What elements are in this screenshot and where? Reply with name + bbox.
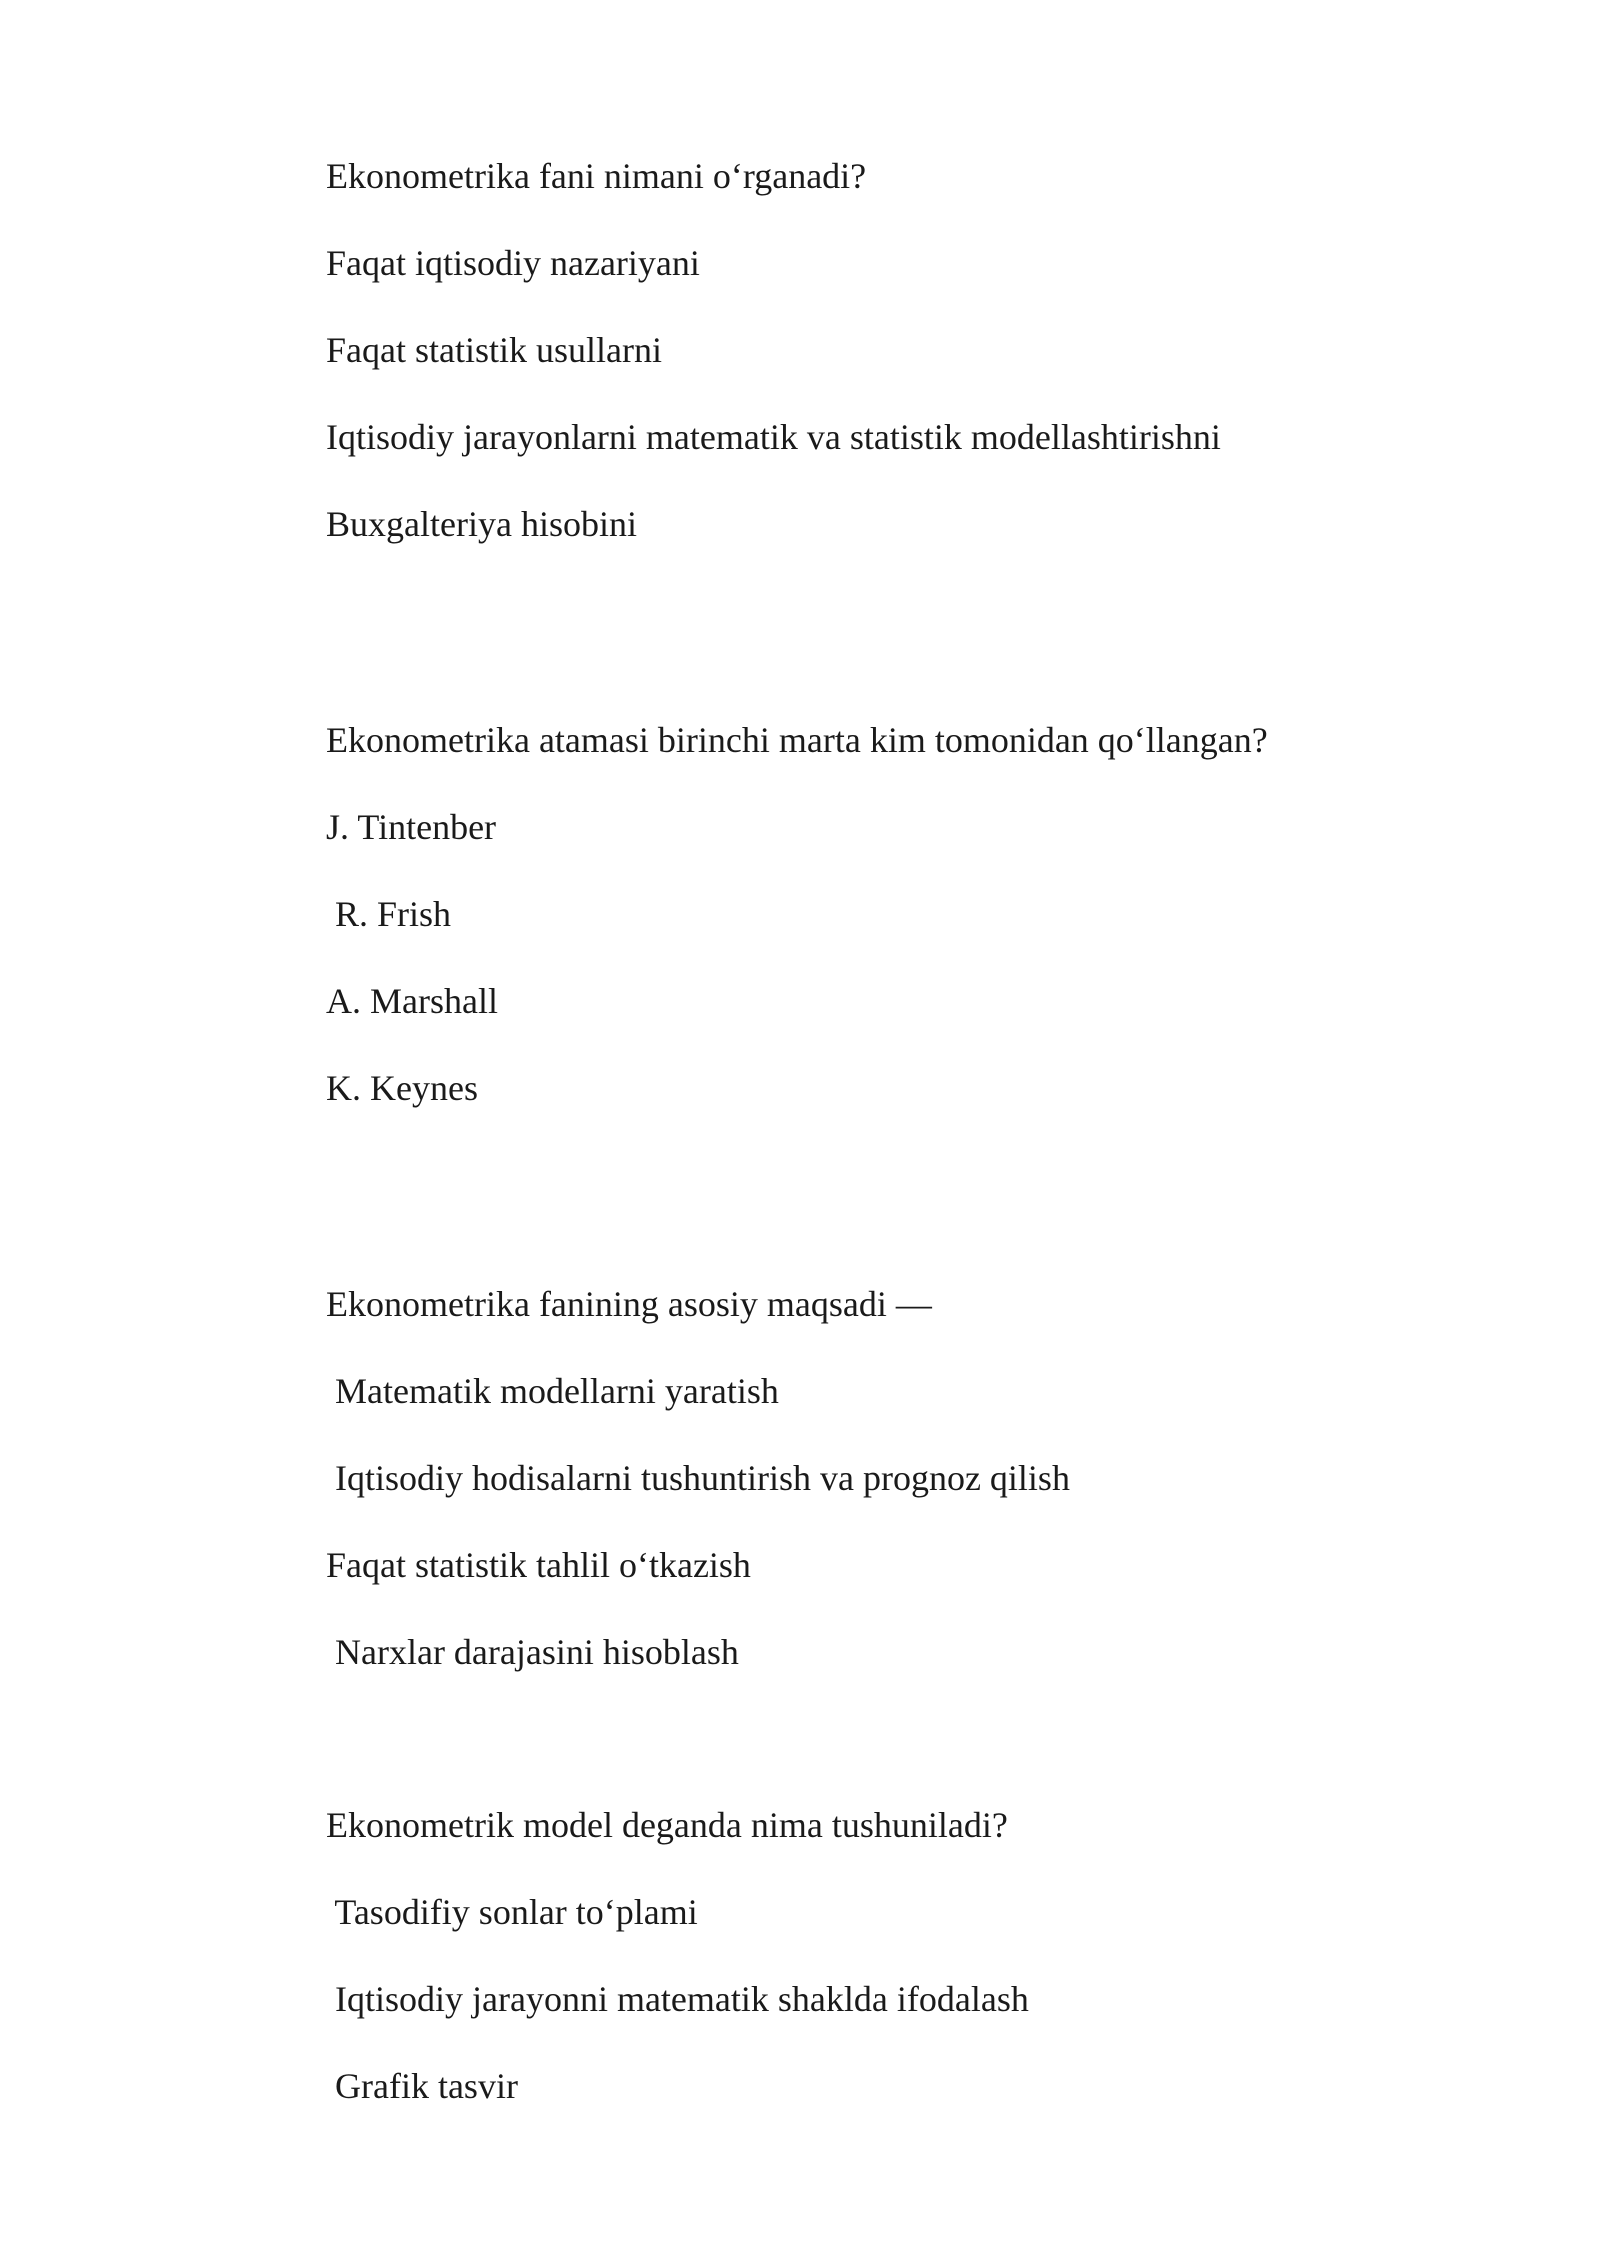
question-4-option-2: Iqtisodiy jarayonni matematik shaklda ifodalash — [326, 1979, 1029, 2019]
question-2-option-4: K. Keynes — [326, 1068, 478, 1108]
question-3-option-3: Faqat statistik tahlil o‘tkazish — [326, 1545, 751, 1585]
question-4-text: Ekonometrik model deganda nima tushuniladi? — [326, 1805, 1008, 1845]
question-4-option-1: Tasodifiy sonlar to‘plami — [326, 1892, 698, 1932]
question-1-option-2: Faqat statistik usullarni — [326, 330, 662, 370]
question-1-option-3: Iqtisodiy jarayonlarni matematik va statistik modellashtirishni — [326, 417, 1221, 457]
question-3-option-1: Matematik modellarni yaratish — [326, 1371, 779, 1411]
question-2-option-2: R. Frish — [326, 894, 452, 934]
question-1-text: Ekonometrika fani nimani o‘rganadi? — [326, 156, 867, 196]
question-3-option-2: Iqtisodiy hodisalarni tushuntirish va prognoz qilish — [326, 1458, 1070, 1498]
question-3-text: Ekonometrika fanining asosiy maqsadi — — [326, 1284, 932, 1324]
question-1-option-4: Buxgalteriya hisobini — [326, 504, 637, 544]
question-2-option-3: A. Marshall — [326, 981, 498, 1021]
question-3-option-4: Narxlar darajasini hisoblash — [326, 1632, 739, 1672]
question-1-option-1: Faqat iqtisodiy nazariyani — [326, 243, 700, 283]
question-2-text: Ekonometrika atamasi birinchi marta kim tomonidan qo‘llangan? — [326, 720, 1268, 760]
question-2-option-1: J. Tintenber — [326, 807, 497, 847]
question-4-option-3: Grafik tasvir — [326, 2066, 518, 2106]
